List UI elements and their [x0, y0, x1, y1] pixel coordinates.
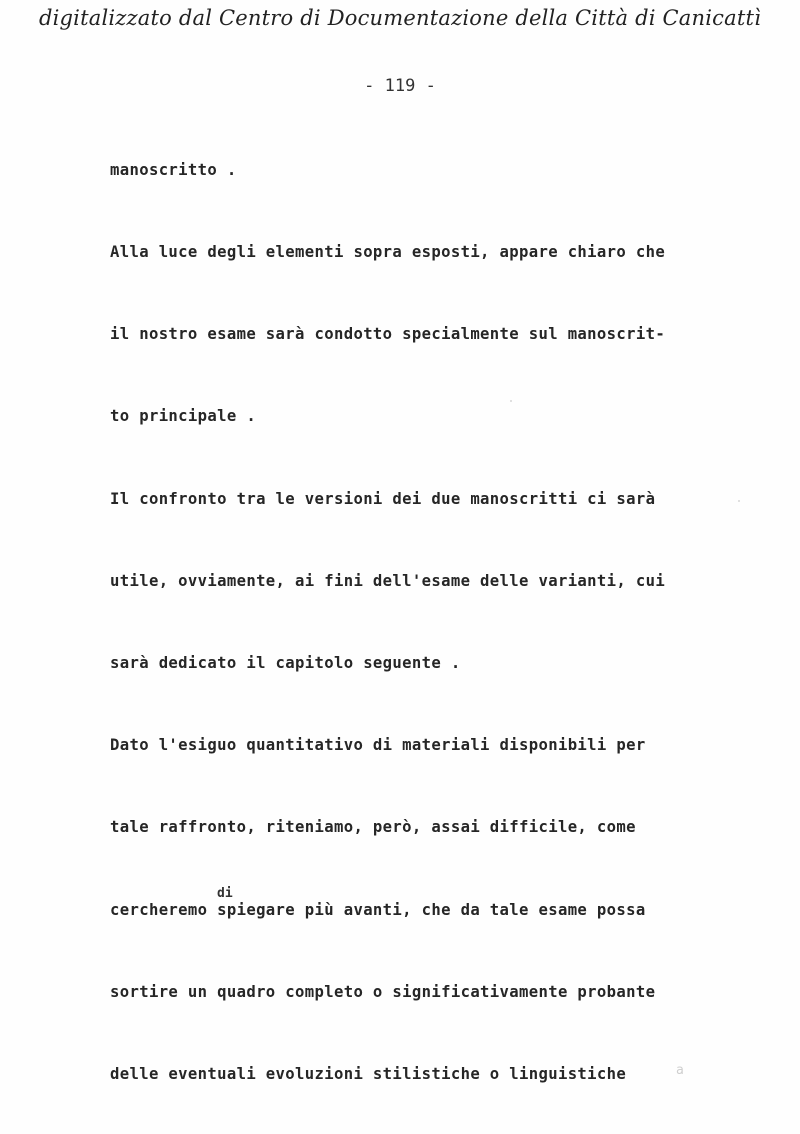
text-line-9: tale raffronto, riteniamo, però, assai difficile, come — [110, 818, 636, 836]
text-line-5: Il confronto tra le versioni dei due manoscritti ci sarà — [110, 490, 656, 508]
digitization-watermark: digitalizzato dal Centro di Documentazione della Città di Canicattì — [38, 6, 762, 30]
text-line-1: manoscritto . — [110, 161, 237, 179]
page-number: - 119 - — [364, 76, 436, 96]
text-line-8: Dato l'esiguo quantitativo di materiali disponibili per — [110, 736, 646, 754]
text-line-3: il nostro esame sarà condotto specialmente sul manoscrit- — [110, 325, 666, 343]
paper-speck — [738, 500, 740, 502]
paper-speck — [510, 400, 512, 402]
text-line-11: sortire un quadro completo o significativamente probante — [110, 983, 656, 1001]
faint-trailing-mark: a — [676, 1063, 684, 1078]
text-line-2: Alla luce degli elementi sopra esposti, appare chiaro che — [110, 243, 666, 261]
interlinear-insertion: di — [217, 886, 233, 901]
text-line-12: delle eventuali evoluzioni stilistiche o linguistiche — [110, 1065, 627, 1083]
text-line-6: utile, ovviamente, ai fini dell'esame delle varianti, cui — [110, 572, 666, 590]
text-line-4: to principale . — [110, 407, 257, 425]
text-line-7: sarà dedicato il capitolo seguente . — [110, 654, 461, 672]
text-line-10: cercheremo spiegare più avanti, che da tale esame possa — [110, 901, 646, 919]
